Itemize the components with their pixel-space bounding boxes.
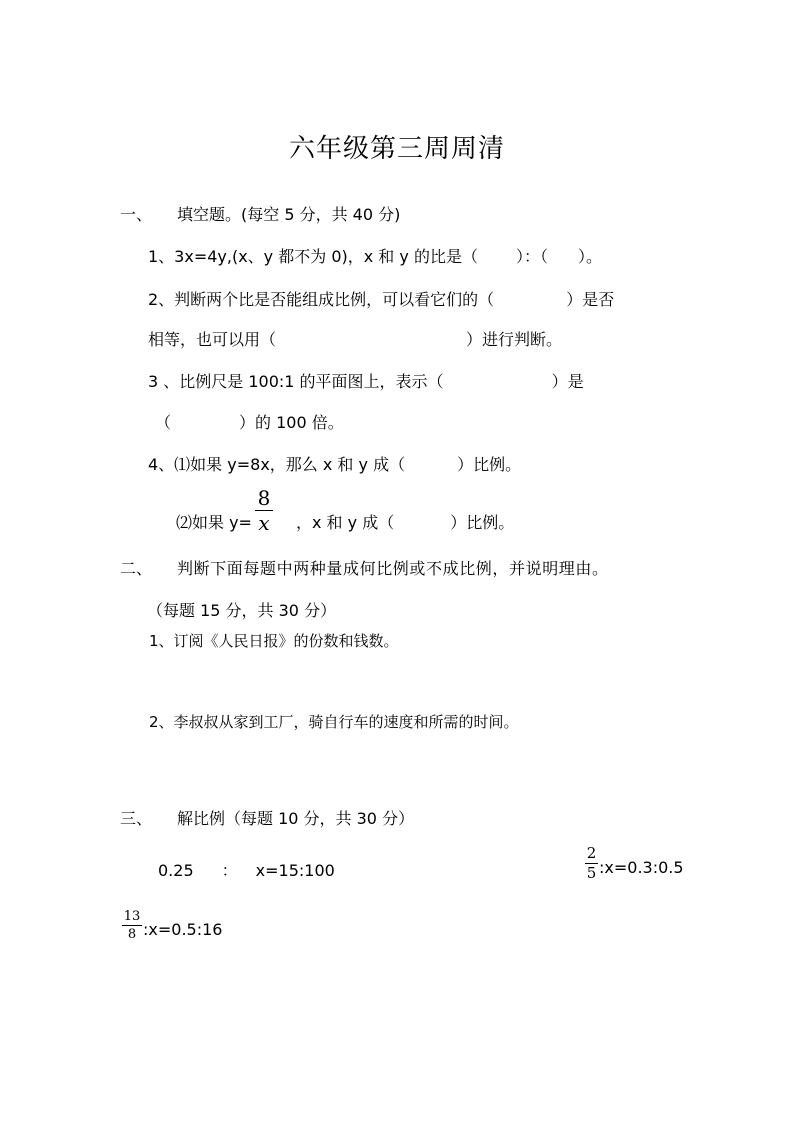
fraction-numerator: 2	[586, 844, 597, 862]
section3-number: 三、	[120, 809, 153, 828]
section3-heading: 解比例（每题 10 分，共 30 分）	[177, 809, 415, 828]
question-1-1	[148, 244, 602, 267]
q3-text-b: ）是	[551, 372, 584, 391]
q4-text-c: ⑵如果 y=	[176, 513, 252, 532]
q3-text-c: （	[155, 413, 172, 432]
section2-question-2: 2、李叔叔从家到工厂，骑自行车的速度和所需的时间。	[149, 713, 519, 731]
section1-heading: 填空题。(每空 5 分，共 40 分)	[177, 205, 401, 224]
q3-text-a: 3 、比例尺是 100:1 的平面图上，表示（	[148, 372, 444, 391]
section2-number: 二、	[120, 559, 153, 578]
problem-3-text: :x=0.5:16	[143, 920, 223, 939]
question-1-2-line2	[148, 327, 562, 350]
problem-1-c: x=15:100	[255, 861, 335, 880]
q3-text-d: ）的 100 倍。	[239, 413, 344, 432]
page-title: 六年级第三周周清	[288, 134, 505, 164]
section2-heading: 判断下面每题中两种量成何比例或不成比例，并说明理由。	[177, 559, 609, 578]
q4-text-d: ，x 和 y 成（	[296, 513, 395, 532]
q4-text-a: 4、⑴如果 y=8x，那么 x 和 y 成（	[148, 455, 406, 474]
question-1-4-part1	[148, 452, 521, 475]
question-1-2-line1	[148, 287, 674, 310]
problem-1-b: ：	[221, 861, 238, 880]
fraction-denominator: 5	[586, 864, 597, 882]
q2-text-c: 相等，也可以用（	[148, 330, 277, 349]
section1-number: 一、	[120, 205, 153, 224]
q4-text-b: ）比例。	[457, 455, 522, 474]
section2-question-1: 1、订阅《人民日报》的份数和钱数。	[149, 632, 399, 650]
q1-text-c: ）。	[577, 247, 602, 266]
q1-text-a: 1、3x=4y,(x、y 都不为 0)，x 和 y 的比是（	[148, 247, 478, 266]
problem-1	[158, 858, 335, 881]
fraction-bar	[122, 925, 142, 926]
section2-score: （每题 15 分，共 30 分）	[147, 601, 337, 620]
q2-text-d: ）进行判断。	[466, 330, 563, 349]
q4-text-e: ）比例。	[450, 513, 515, 532]
q2-text-a: 2、判断两个比是否能组成比例，可以看它们的（	[148, 290, 495, 309]
fraction-numerator: 13	[123, 909, 141, 924]
question-1-4-part2	[296, 510, 514, 533]
problem-1-a: 0.25	[158, 861, 194, 880]
q1-text-b: ）：（	[515, 247, 548, 266]
question-1-3-line2	[155, 410, 344, 433]
problem-2-text: :x=0.3:0.5	[599, 858, 684, 877]
question-1-3-line1	[148, 369, 674, 392]
fraction-numerator: 8	[257, 486, 271, 510]
fraction-denominator: x	[258, 511, 270, 535]
fraction-13-over-8	[122, 910, 142, 941]
fraction-2-over-5	[585, 846, 598, 881]
fraction-denominator: 8	[127, 927, 137, 942]
q2-text-b: ）是否	[566, 290, 615, 309]
fraction-8-over-x	[255, 488, 273, 533]
